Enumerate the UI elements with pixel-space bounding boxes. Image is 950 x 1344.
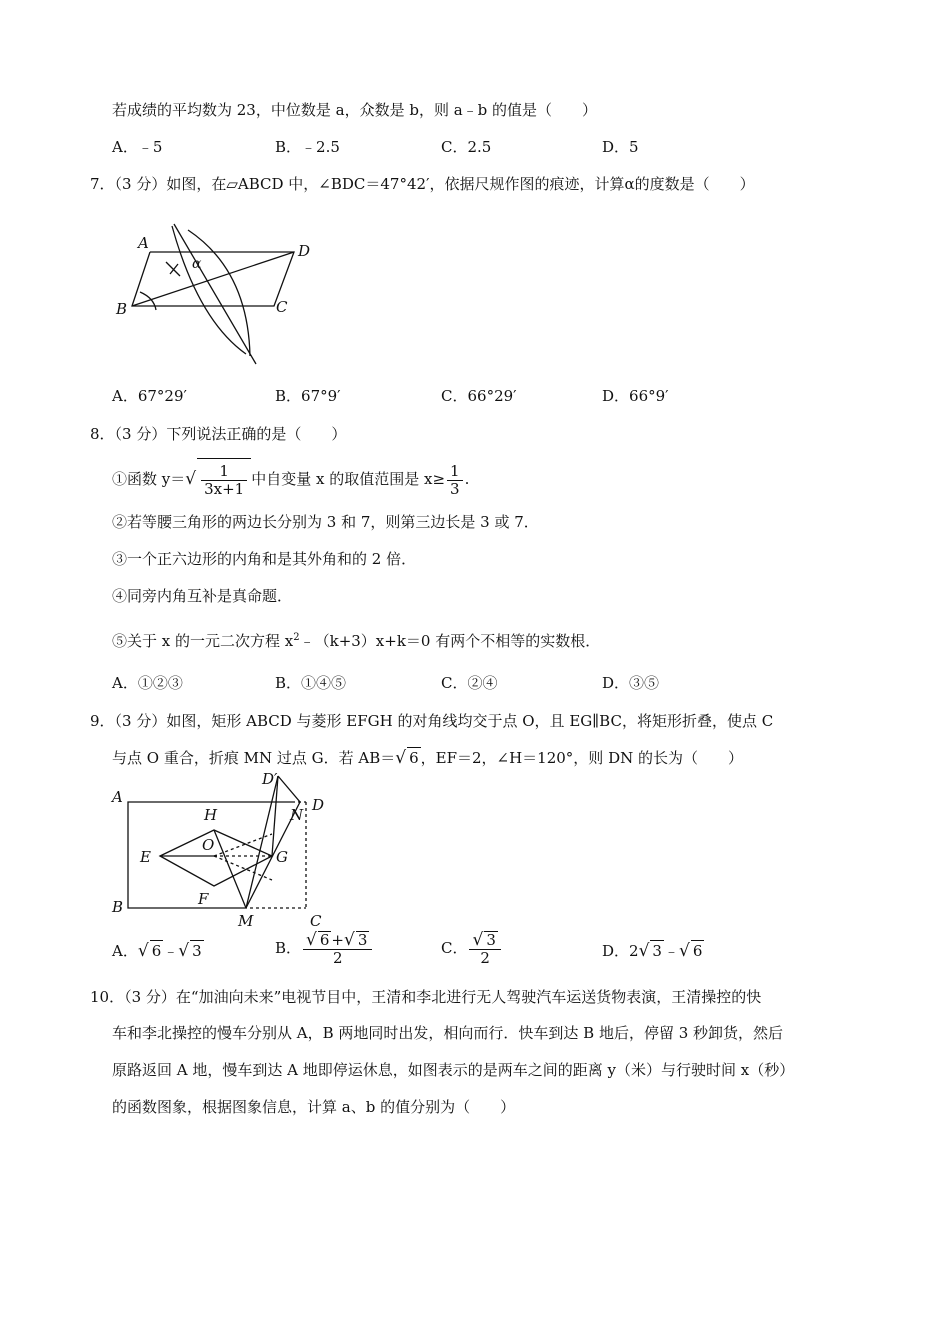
q8-choice-d[interactable]: D．③⑤ — [602, 674, 660, 692]
q8-choice-c[interactable]: C．②④ — [441, 674, 498, 692]
q9-choice-d[interactable] — [602, 940, 704, 961]
q8-statement-2: ②若等腰三角形的两边长分别为 3 和 7，则第三边长是 3 或 7． — [112, 513, 539, 531]
q9-label-E: E — [140, 848, 151, 866]
q9-choice-b-r1: 6 — [319, 931, 330, 949]
q7-label-A: A — [138, 234, 149, 252]
q8-statement-4: ④同旁内角互补是真命题． — [112, 587, 293, 605]
q9-choice-b-den: 2 — [332, 949, 343, 967]
q10-stem-line4: 的函数图象，根据图象信息，计算 a、b 的值分别为（ ） — [112, 1098, 516, 1116]
q8-s1-pre: ①函数 y＝ — [112, 470, 186, 488]
sqrt-sign-icon: √ — [137, 941, 149, 961]
q9-figure — [106, 770, 346, 930]
q6-choice-b[interactable]: B．﹣2.5 — [275, 138, 340, 156]
q9-label-M: M — [238, 912, 254, 930]
sqrt-sign-icon: √ — [678, 941, 690, 961]
q9-choice-c-den: 2 — [480, 949, 490, 967]
q9-label-A: A — [112, 788, 123, 806]
q7-choice-d[interactable]: D．66°9′ — [602, 387, 669, 405]
q9-choice-d-r1: 3 — [652, 942, 662, 960]
q9-choice-a-r1: 6 — [151, 942, 162, 960]
q9-label-B: B — [112, 898, 124, 916]
q8-statement-3: ③一个正六边形的内角和是其外角和的 2 倍． — [112, 550, 417, 568]
q8-s5-post: ﹣（k+3）x+k＝0 有两个不相等的实数根． — [299, 632, 601, 650]
q9-choice-c-prefix: C． — [441, 939, 468, 957]
q9-choice-b-op: + — [331, 931, 344, 949]
q9-label-C: C — [310, 912, 322, 930]
q9-label-F: F — [198, 890, 209, 908]
q9-choice-d-op: ﹣ — [663, 942, 679, 960]
q9-label-O: O — [202, 836, 215, 854]
q10-stem-line1: 10．（3 分）在“加油向未来”电视节目中，王清和李北进行无人驾驶汽车运送货物表演，王清操控的快 — [90, 988, 762, 1006]
q9-label-H: H — [204, 806, 218, 824]
q9-choice-c-r1: 3 — [486, 931, 496, 949]
q9-choice-a-op: ﹣ — [163, 942, 179, 960]
q8-s1-fnum: 1 — [447, 463, 463, 481]
q9-stem-line2 — [112, 747, 743, 768]
q6-choice-c[interactable]: C．2.5 — [441, 138, 492, 156]
q7-label-C: C — [276, 298, 288, 316]
q7-label-D: D — [298, 242, 311, 260]
q8-s1-fden: 3 — [450, 479, 460, 498]
q9-choice-b-prefix: B． — [275, 939, 302, 957]
sqrt-sign-icon: √ — [306, 930, 317, 950]
q7-label-alpha: α — [192, 256, 202, 272]
q10-stem-line3: 原路返回 A 地，慢车到达 A 地即停运休息，如图表示的是两车之间的距离 y（米）与行驶时间 x（秒） — [112, 1061, 795, 1079]
q9-choice-b[interactable] — [275, 928, 374, 968]
q9-choice-d-coef: 2 — [629, 942, 639, 960]
q9-choice-d-r2: 6 — [692, 942, 703, 960]
q7-choice-c[interactable]: C．66°29′ — [441, 387, 517, 405]
q9-label-N: N — [290, 806, 304, 824]
q9-line2-pre: 与点 O 重合，折痕 MN 过点 G．若 AB＝ — [112, 749, 396, 767]
q9-choice-a[interactable] — [112, 940, 204, 961]
q9-choice-a-r2: 3 — [192, 942, 202, 960]
q8-s5-sup: 2 — [293, 632, 300, 643]
q9-label-D: D — [312, 796, 325, 814]
sqrt-sign-icon: √ — [178, 941, 190, 961]
q9-line2-post: ，EF＝2，∠H＝120°，则 DN 的长为（ ） — [420, 749, 743, 767]
q7-choice-a[interactable]: A．67°29′ — [112, 387, 187, 405]
q7-figure — [108, 210, 328, 370]
q7-label-B: B — [116, 300, 128, 318]
sqrt-sign-icon: √ — [185, 469, 197, 489]
q9-choice-d-prefix: D． — [602, 942, 630, 960]
q6-choice-d[interactable]: D．5 — [602, 138, 639, 156]
sqrt-sign-icon: √ — [472, 930, 484, 950]
q8-s1-mid: 中自变量 x 的取值范围是 x≥ — [251, 470, 446, 488]
q8-s1-den: 3x+1 — [204, 479, 245, 498]
q9-label-G: G — [276, 848, 288, 866]
sqrt-sign-icon: √ — [344, 930, 355, 950]
q8-s5-pre: ⑤关于 x 的一元二次方程 x — [112, 632, 294, 650]
q8-statement-1 — [112, 458, 469, 498]
sqrt-sign-icon: √ — [638, 941, 650, 961]
q7-stem: 7．（3 分）如图，在▱ABCD 中，∠BDC＝47°42′，依据尺规作图的痕迹，计算α的度数是（ ） — [90, 175, 755, 193]
q8-choice-a[interactable]: A．①②③ — [112, 674, 183, 692]
q9-label-Dp: D′ — [262, 770, 278, 788]
q7-choice-b[interactable]: B．67°9′ — [275, 387, 341, 405]
q9-stem-line1: 9．（3 分）如图，矩形 ABCD 与菱形 EFGH 的对角线均交于点 O，且 EG∥BC，将矩形折叠，使点 C — [90, 712, 774, 730]
q8-stem: 8．（3 分）下列说法正确的是（ ） — [90, 425, 347, 443]
q9-choice-b-r2: 3 — [357, 931, 368, 949]
sqrt-sign-icon: √ — [395, 748, 407, 768]
q6-stem-tail: 若成绩的平均数为 23，中位数是 a，众数是 b，则 a﹣b 的值是（ ） — [112, 101, 598, 119]
q8-s1-end: . — [464, 470, 470, 488]
q8-statement-5 — [112, 628, 600, 651]
q9-line2-rad: 6 — [409, 749, 419, 767]
q10-stem-line2: 车和李北操控的慢车分别从 A，B 两地同时出发，相向而行．快车到达 B 地后，停留 3 秒卸货，然后 — [112, 1024, 784, 1042]
q8-s1-num: 1 — [201, 463, 247, 481]
q9-choice-c[interactable] — [441, 928, 503, 968]
q6-choice-a[interactable]: A．﹣5 — [112, 138, 163, 156]
q8-choice-b[interactable]: B．①④⑤ — [275, 674, 347, 692]
q9-choice-a-prefix: A． — [112, 942, 138, 960]
